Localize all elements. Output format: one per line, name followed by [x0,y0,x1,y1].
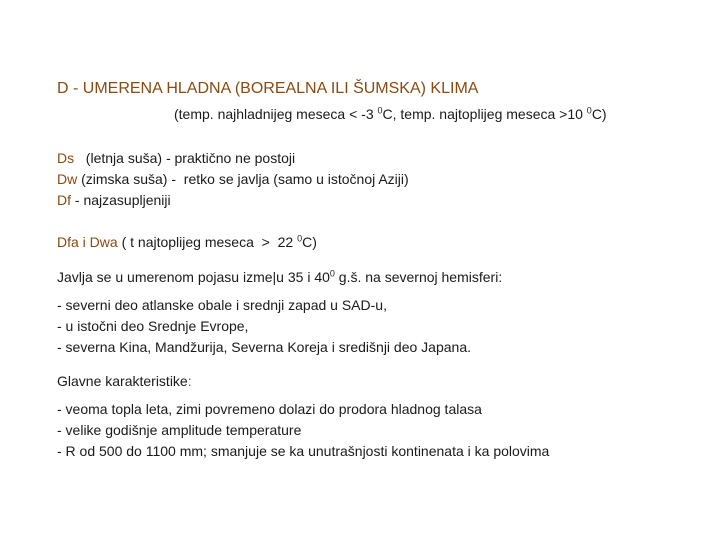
degree-sup-2: 0 [586,105,592,116]
characteristic-item: - R od 500 do 1100 mm; smanjuje se ka unutrašnjosti kontinenata i ka polovima [57,443,550,459]
characteristic-item: - velike godišnje amplitude temperature [57,422,302,438]
characteristics-heading [57,373,192,389]
occurrence-text-1: Javlja se u umerenom pojasu izme|u 35 i 40 [57,269,330,285]
degree-sup: 0 [297,233,303,244]
region-item: - severna Kina, Mandžurija, Severna Koreja i središnji deo Japana. [57,339,472,355]
subtype-df [57,192,171,208]
occurrence-line [57,269,502,285]
degree-sup: 0 [329,268,335,279]
subtype-ds [57,150,295,166]
dfa-dwa-code: Dfa i Dwa [57,234,118,250]
dfa-dwa-text: ( t najtoplijeg meseca > 22 [117,234,298,250]
criteria-text-3: C) [591,106,607,122]
subtype-code: Df [57,192,71,208]
subtype-code: Dw [57,171,78,187]
characteristics-label: Glavne karakteristike [57,373,188,389]
criteria-text-2: C, temp. najtoplijeg meseca >10 [382,106,587,122]
dfa-dwa-unit: C) [302,234,317,250]
region-item: - u istočni deo Srednje Evrope, [57,318,249,334]
region-item: - severni deo atlanske obale i srednji zapad u SAD-u, [57,297,387,313]
subtype-desc: - najzasupljeniji [71,192,171,208]
occurrence-text-2: g.š. na severnoj hemisferi: [334,269,503,285]
subtype-dw [57,171,409,187]
characteristics-colon: : [187,373,192,389]
temperature-criteria [174,106,607,122]
criteria-text-1: (temp. najhladnijeg meseca < -3 [174,106,378,122]
subtype-desc: (letnja suša) - praktično ne postoji [74,150,296,166]
subtype-desc: (zimska suša) - retko se javlja (samo u istočnoj Aziji) [77,171,409,187]
slide-title: D - UMERENA HLADNA (BOREALNA ILI ŠUMSKA) KLIMA [57,80,479,97]
degree-sup-1: 0 [377,105,383,116]
characteristic-item: - veoma topla leta, zimi povremeno dolazi do prodora hladnog talasa [57,401,482,417]
subtype-code: Ds [57,150,75,166]
dfa-dwa-line [57,234,317,250]
